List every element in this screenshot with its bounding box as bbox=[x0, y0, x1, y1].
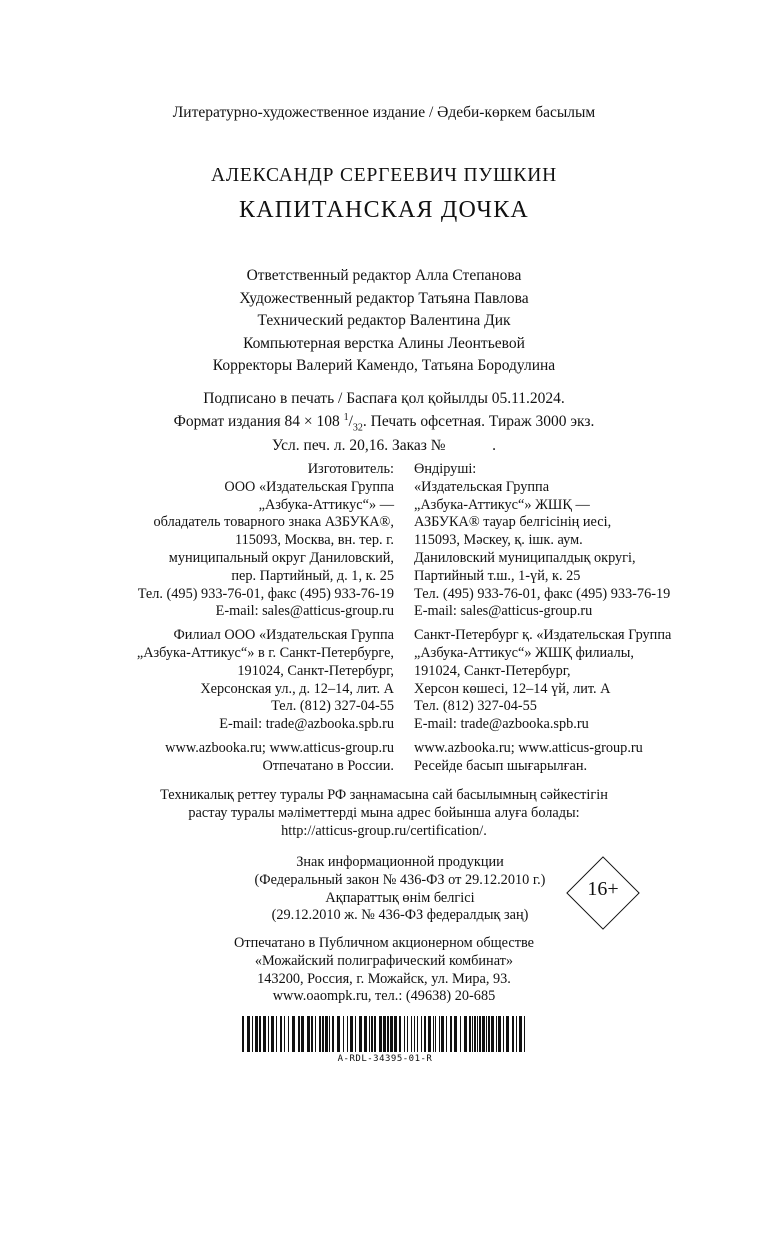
age-rating-label: 16+ bbox=[587, 878, 619, 900]
text-line: E-mail: trade@azbooka.spb.ru bbox=[414, 716, 589, 733]
text-line: E-mail: sales@atticus-group.ru bbox=[414, 603, 593, 620]
text-line: Херсонская ул., д. 12–14, лит. А bbox=[200, 680, 394, 697]
text-line: Отпечатано в Публичном акционерном обществе bbox=[234, 935, 534, 951]
book-title: КАПИТАНСКАЯ ДОЧКА bbox=[239, 197, 529, 223]
manufacturer-kz-block bbox=[414, 461, 671, 621]
text-line: Санкт-Петербург қ. «Издательская Группа bbox=[414, 627, 672, 644]
manufacturer-ru-block bbox=[137, 461, 394, 621]
text-line: Тел. (495) 933-76-01, факс (495) 933-76-19 bbox=[414, 585, 671, 602]
text-line: „Азбука-Аттикус“» ЖШҚ филиалы, bbox=[414, 644, 634, 661]
text-line: (29.12.2010 ж. № 436-ФЗ федералдық заң) bbox=[271, 907, 529, 924]
text-line: муниципальный округ Даниловский, bbox=[168, 549, 394, 566]
text-line: E-mail: sales@atticus-group.ru bbox=[215, 603, 394, 620]
credits-list bbox=[0, 265, 768, 378]
format-numerator: 1 bbox=[343, 411, 349, 423]
text-line: растау туралы мәліметтерді мына адрес бойынша алуға болады: bbox=[188, 804, 580, 821]
manufacturer-kz-column bbox=[414, 461, 671, 776]
text-line: Изготовитель: bbox=[307, 461, 394, 477]
web-ru-block bbox=[137, 740, 394, 776]
credit-line: Ответственный редактор Алла Степанова bbox=[246, 267, 522, 284]
text-line: ООО «Издательская Группа bbox=[224, 478, 394, 495]
text-line: обладатель товарного знака АЗБУКА®, bbox=[153, 514, 394, 531]
format-suffix: . Печать офсетная. Тираж 3000 экз. bbox=[362, 412, 595, 430]
text-line: Отпечатано в России. bbox=[262, 757, 394, 774]
text-line: Знак информационной продукции bbox=[296, 854, 504, 870]
credit-line: Художественный редактор Татьяна Павлова bbox=[239, 289, 529, 307]
text-line: Тел. (812) 327-04-55 bbox=[414, 698, 537, 715]
series-line: Литературно-художественное издание / Әдеби-көркем басылым bbox=[172, 104, 596, 121]
text-line: „Азбука-Аттикус“» ЖШҚ — bbox=[414, 496, 590, 513]
text-line: „Азбука-Аттикус“» — bbox=[258, 496, 394, 513]
sheets-line: Усл. печ. л. 20,16. Заказ № . bbox=[272, 437, 496, 455]
web-kz-block bbox=[414, 740, 671, 776]
text-line: Техникалық реттеу туралы РФ заңнамасына сай басылымның сәйкестігін bbox=[160, 787, 608, 803]
text-line: «Издательская Группа bbox=[414, 478, 550, 495]
format-prefix: Формат издания 84 × 108 bbox=[173, 412, 344, 430]
text-line: Өндіруші: bbox=[414, 461, 477, 477]
text-line: Филиал ООО «Издательская Группа bbox=[173, 627, 394, 644]
text-line: 191024, Санкт-Петербург, bbox=[237, 662, 394, 679]
text-line: «Можайский полиграфический комбинат» bbox=[254, 952, 514, 969]
text-line: E-mail: trade@azbooka.spb.ru bbox=[219, 716, 394, 733]
text-line: Тел. (812) 327-04-55 bbox=[271, 698, 394, 715]
text-line: http://atticus-group.ru/certification/. bbox=[281, 822, 487, 839]
branch-ru-block bbox=[137, 627, 394, 734]
text-line: 115093, Мәскеу, қ. ішк. аум. bbox=[414, 532, 583, 549]
format-line: Формат издания 84 × 108 $^1/_{32}$. Печать офсетная. Тираж 3000 экз. bbox=[173, 411, 595, 433]
text-line: www.oaompk.ru, тел.: (49638) 20-685 bbox=[272, 988, 496, 1005]
author-name: АЛЕКСАНДР СЕРГЕЕВИЧ ПУШКИН bbox=[211, 165, 557, 186]
text-line: www.azbooka.ru; www.atticus-group.ru bbox=[165, 739, 394, 756]
branch-kz-block bbox=[414, 627, 671, 734]
text-line: Херсон көшесі, 12–14 үй, лит. А bbox=[414, 680, 611, 697]
text-line: АЗБУКА® тауар белгісінің иесі, bbox=[414, 514, 612, 531]
credit-line: Компьютерная верстка Алины Леонтьевой bbox=[243, 334, 525, 352]
credit-line: Корректоры Валерий Камендо, Татьяна Бородулина bbox=[212, 357, 556, 375]
text-line: Даниловский муниципалдық округі, bbox=[414, 549, 636, 566]
text-line: 191024, Санкт-Петербург, bbox=[414, 662, 571, 679]
certification-notice bbox=[0, 787, 768, 840]
text-line: „Азбука-Аттикус“» в г. Санкт-Петербурге, bbox=[136, 644, 394, 661]
text-line: Ресейде басып шығарылған. bbox=[414, 757, 588, 774]
printer-info bbox=[0, 935, 768, 1006]
publication-info bbox=[0, 390, 768, 456]
text-line: Партийный т.ш., 1-үй, к. 25 bbox=[414, 567, 581, 584]
barcode-image bbox=[240, 1016, 530, 1052]
text-line: Ақпараттық өнім белгісі bbox=[325, 889, 475, 906]
info-product-notice bbox=[190, 854, 610, 925]
barcode-code: A-RDL-34395-01-R bbox=[337, 1054, 433, 1064]
format-denominator: 32 bbox=[352, 421, 363, 433]
credit-line: Технический редактор Валентина Дик bbox=[257, 312, 511, 330]
text-line: пер. Партийный, д. 1, к. 25 bbox=[231, 567, 394, 584]
manufacturer-ru-column bbox=[137, 461, 394, 776]
text-line: www.azbooka.ru; www.atticus-group.ru bbox=[414, 739, 643, 756]
text-line: (Федеральный закон № 436-ФЗ от 29.12.2010 г.) bbox=[254, 871, 546, 888]
signed-line: Подписано в печать / Баспаға қол қойылды 05.11.2024. bbox=[203, 390, 565, 407]
text-line: 143200, Россия, г. Можайск, ул. Мира, 93. bbox=[257, 970, 511, 987]
text-line: Тел. (495) 933-76-01, факс (495) 933-76-19 bbox=[137, 585, 394, 602]
text-line: 115093, Москва, вн. тер. г. bbox=[235, 532, 394, 549]
